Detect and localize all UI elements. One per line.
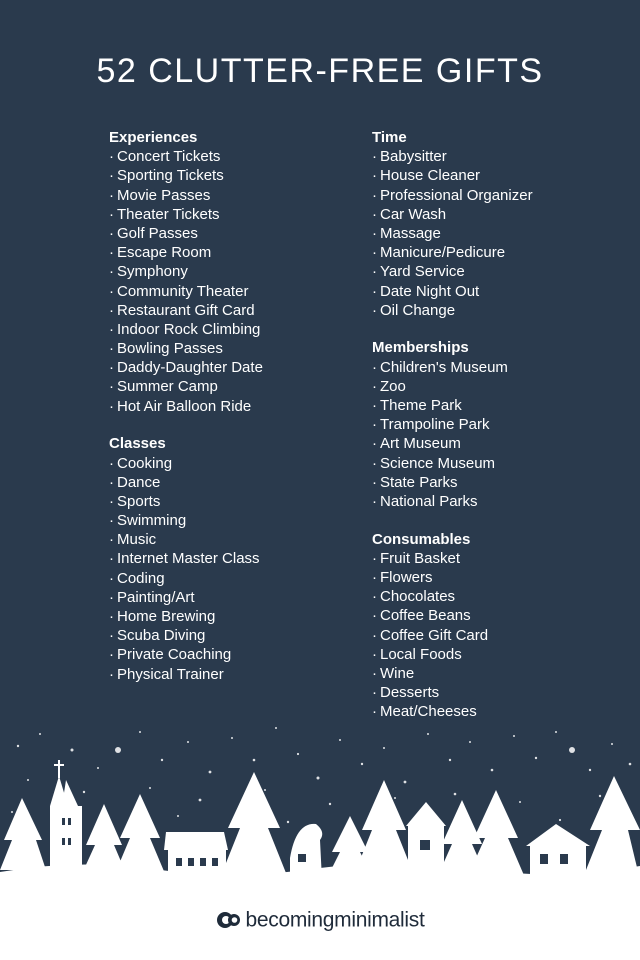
gift-item xyxy=(372,645,533,664)
gift-item xyxy=(372,664,533,683)
gift-item xyxy=(109,166,263,185)
bullet: · xyxy=(372,244,377,262)
gift-item xyxy=(372,549,533,568)
bullet: · xyxy=(109,569,114,587)
bullet: · xyxy=(109,282,114,300)
bullet: · xyxy=(372,205,377,223)
bullet: · xyxy=(109,454,114,472)
bullet: · xyxy=(109,244,114,262)
gift-item-label: Indoor Rock Climbing xyxy=(117,320,261,338)
gift-item xyxy=(372,166,533,185)
gift-item xyxy=(109,492,263,511)
gift-item xyxy=(372,568,533,587)
gift-item xyxy=(372,606,533,625)
bullet: · xyxy=(109,205,114,223)
gift-item-label: Physical Trainer xyxy=(117,665,224,683)
gift-item xyxy=(372,262,533,281)
gift-item-label: Massage xyxy=(380,224,441,242)
gift-item-label: Oil Change xyxy=(380,301,456,319)
gift-item-label: Daddy-Daughter Date xyxy=(117,359,263,377)
gift-item-label: Manicure/Pedicure xyxy=(380,244,506,262)
bullet: · xyxy=(372,167,377,185)
bullet: · xyxy=(109,359,114,377)
gift-item xyxy=(109,301,263,320)
gift-item-label: Swimming xyxy=(117,512,187,530)
gift-item xyxy=(372,702,533,721)
bullet: · xyxy=(372,684,377,702)
gift-item-label: Painting/Art xyxy=(117,588,195,606)
bullet: · xyxy=(372,148,377,166)
gift-item-label: Desserts xyxy=(380,684,440,702)
gift-item xyxy=(109,397,263,416)
gift-item xyxy=(109,358,263,377)
logo-wordmark: becomingminimalist xyxy=(245,908,425,932)
bullet: · xyxy=(109,646,114,664)
gift-section-experiences xyxy=(109,128,263,416)
gift-item xyxy=(109,569,263,588)
bullet: · xyxy=(372,568,377,586)
bullet: · xyxy=(109,531,114,549)
gift-item-label: Theme Park xyxy=(380,396,462,414)
gift-item xyxy=(109,186,263,205)
gift-item-label: Babysitter xyxy=(380,148,447,166)
gift-item-label: Fruit Basket xyxy=(380,549,461,567)
bullet: · xyxy=(109,608,114,625)
gift-item-label: Hot Air Balloon Ride xyxy=(117,397,252,415)
gift-item xyxy=(372,587,533,606)
gift-item xyxy=(109,549,263,568)
section-heading: Classes xyxy=(109,435,166,453)
gift-item xyxy=(372,358,533,377)
gift-item-label: Cooking xyxy=(117,454,173,472)
bullet: · xyxy=(372,416,377,434)
bullet: · xyxy=(372,435,377,453)
gift-item xyxy=(372,377,533,396)
gift-item xyxy=(372,396,533,415)
bullet: · xyxy=(372,645,377,663)
gift-column-left xyxy=(109,128,263,702)
gift-section-memberships xyxy=(372,338,533,511)
gift-item xyxy=(109,626,263,645)
bullet: · xyxy=(372,377,377,395)
gift-item-label: Movie Passes xyxy=(117,186,211,204)
bullet: · xyxy=(109,378,114,396)
bullet: · xyxy=(109,186,114,204)
bullet: · xyxy=(109,550,114,568)
gift-item xyxy=(372,186,533,205)
bullet: · xyxy=(372,607,377,625)
bullet: · xyxy=(109,512,114,530)
gift-item-label: Theater Tickets xyxy=(117,205,220,223)
bullet: · xyxy=(109,167,114,185)
bullet: · xyxy=(372,664,377,682)
gift-section-consumables xyxy=(372,530,533,722)
gift-item-label: Children's Museum xyxy=(380,358,508,376)
gift-item-label: Flowers xyxy=(380,568,433,586)
bullet: · xyxy=(109,320,114,338)
bullet: · xyxy=(372,588,377,606)
gift-item-label: Yard Service xyxy=(380,263,465,281)
gift-item-label: Meat/Cheeses xyxy=(380,703,477,721)
gift-item xyxy=(109,282,263,301)
gift-item-label: Local Foods xyxy=(380,645,462,663)
gift-item-label: Scuba Diving xyxy=(117,627,206,645)
gift-item xyxy=(109,320,263,339)
gift-item xyxy=(372,492,533,511)
section-heading: Time xyxy=(372,129,407,146)
bullet: · xyxy=(109,627,114,645)
gift-item xyxy=(109,377,263,396)
bullet: · xyxy=(109,492,114,510)
gift-item-label: Symphony xyxy=(117,263,188,281)
gift-item xyxy=(109,224,263,243)
gift-section-classes xyxy=(109,434,263,683)
gift-item xyxy=(109,147,263,166)
gift-item xyxy=(109,665,263,684)
gift-item-label: Internet Master Class xyxy=(117,550,260,568)
gift-item xyxy=(109,645,263,664)
gift-item-label: Coding xyxy=(117,569,165,587)
gift-item xyxy=(109,205,263,224)
bullet: · xyxy=(372,301,377,319)
gift-item-label: Sporting Tickets xyxy=(117,167,224,185)
gift-item-label: Dance xyxy=(117,473,161,491)
gift-item-label: Wine xyxy=(380,664,415,682)
gift-item xyxy=(109,339,263,358)
bullet: · xyxy=(372,224,377,242)
gift-item-label: Escape Room xyxy=(117,244,212,262)
gift-item-label: State Parks xyxy=(380,473,458,491)
gift-item xyxy=(372,301,533,320)
gift-item-label: Coffee Beans xyxy=(380,607,471,625)
gift-section-time xyxy=(372,128,533,320)
gift-item-label: Bowling Passes xyxy=(117,340,223,358)
gift-item-label: Trampoline Park xyxy=(380,416,490,434)
gift-item xyxy=(372,626,533,645)
bullet: · xyxy=(372,492,377,510)
bullet: · xyxy=(109,665,114,683)
gift-item xyxy=(109,530,263,549)
gift-item xyxy=(109,511,263,530)
bullet: · xyxy=(109,301,114,319)
gift-item xyxy=(372,243,533,262)
gift-item xyxy=(372,473,533,492)
gift-item-label: Golf Passes xyxy=(117,224,198,242)
gift-item-label: Home Brewing xyxy=(117,608,216,625)
gift-item xyxy=(372,282,533,301)
gift-item-label: Community Theater xyxy=(117,282,249,300)
bullet: · xyxy=(372,626,377,644)
church-tower-decoration xyxy=(50,760,82,876)
gift-item xyxy=(109,473,263,492)
gift-item xyxy=(372,224,533,243)
brand-logo xyxy=(0,908,640,932)
bullet: · xyxy=(109,148,114,166)
gift-item-label: Music xyxy=(117,531,157,549)
gift-item xyxy=(109,454,263,473)
gift-item-label: Art Museum xyxy=(380,435,461,453)
gift-item-label: Professional Organizer xyxy=(380,186,533,204)
section-heading: Consumables xyxy=(372,530,471,548)
section-heading: Memberships xyxy=(372,339,469,357)
gift-column-right xyxy=(372,128,533,740)
gift-item-label: National Parks xyxy=(380,492,478,510)
gift-item-label: Coffee Gift Card xyxy=(380,626,489,644)
gift-item-label: Sports xyxy=(117,492,161,510)
bullet: · xyxy=(372,282,377,300)
gift-item xyxy=(109,262,263,281)
gift-item xyxy=(372,147,533,166)
gift-item-label: Concert Tickets xyxy=(117,148,221,166)
gift-item-label: Date Night Out xyxy=(380,282,480,300)
gift-item xyxy=(372,683,533,702)
bullet: · xyxy=(372,549,377,567)
gift-item xyxy=(372,454,533,473)
gift-item-label: Zoo xyxy=(380,377,406,395)
gift-item-label: Private Coaching xyxy=(117,646,232,664)
gift-item-label: Restaurant Gift Card xyxy=(117,301,255,319)
gift-item xyxy=(109,607,263,626)
bullet: · xyxy=(109,473,114,491)
gift-item-label: Car Wash xyxy=(380,205,447,223)
gift-item-label: House Cleaner xyxy=(380,167,481,185)
gift-item xyxy=(372,434,533,453)
bullet: · xyxy=(372,186,377,204)
page-title: 52 CLUTTER-FREE GIFTS xyxy=(96,52,544,90)
becoming-minimalist-logo-icon xyxy=(216,910,242,930)
bullet: · xyxy=(372,263,377,281)
bullet: · xyxy=(109,397,114,415)
gift-item xyxy=(372,415,533,434)
bullet: · xyxy=(109,588,114,606)
gift-item xyxy=(109,588,263,607)
gift-item xyxy=(372,205,533,224)
bullet: · xyxy=(372,358,377,376)
gift-item-label: Summer Camp xyxy=(117,378,218,396)
bullet: · xyxy=(372,454,377,472)
bullet: · xyxy=(372,473,377,491)
bullet: · xyxy=(109,224,114,242)
section-heading: Experiences xyxy=(109,129,198,146)
bullet: · xyxy=(109,340,114,358)
gift-item xyxy=(109,243,263,262)
gift-item-label: Chocolates xyxy=(380,588,456,606)
gift-item-label: Science Museum xyxy=(380,454,496,472)
bullet: · xyxy=(109,263,114,281)
bullet: · xyxy=(372,396,377,414)
bullet: · xyxy=(372,703,377,721)
